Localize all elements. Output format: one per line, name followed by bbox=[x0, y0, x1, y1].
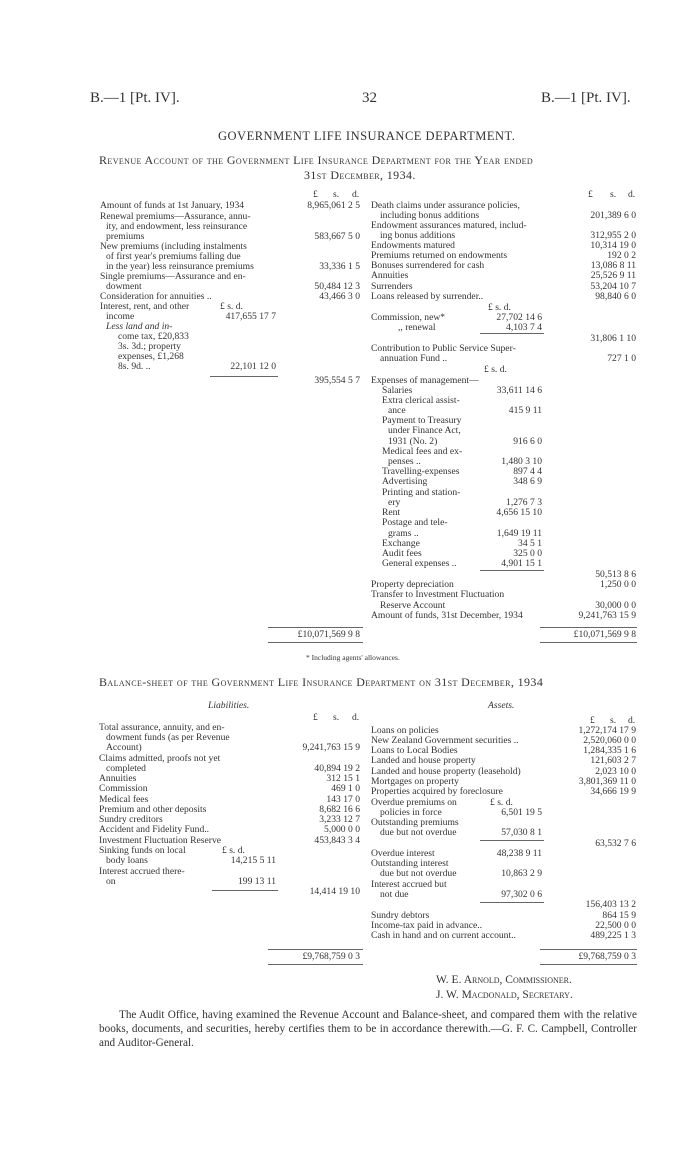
currency-pence: d. bbox=[628, 189, 636, 200]
liability-line: Account) bbox=[106, 742, 142, 753]
liability-line: Sundry creditors bbox=[99, 814, 163, 825]
liability-amount: 8,682 16 6 bbox=[319, 804, 360, 815]
expenditure-amount: 30,000 0 0 bbox=[595, 600, 636, 611]
expenditure-amount: 25,526 9 11 bbox=[590, 270, 636, 281]
exp-sub-amount: 348 6 9 bbox=[513, 476, 542, 487]
expenditure-line: grams .. bbox=[388, 528, 419, 539]
asset-line: Loans on policies bbox=[371, 725, 439, 736]
asset-line: Properties acquired by foreclosure bbox=[371, 786, 503, 797]
asset-sub-amount: 57,030 8 1 bbox=[501, 827, 542, 838]
income-line: Interest, rent, and other bbox=[100, 301, 190, 312]
asset-line: due but not overdue bbox=[380, 868, 457, 879]
expenditure-line: including bonus additions bbox=[380, 210, 480, 221]
asset-line: Sundry debtors bbox=[371, 910, 430, 921]
expenditure-line: annuation Fund .. bbox=[380, 353, 448, 364]
liability-line: Total assurance, annuity, and en- bbox=[99, 722, 225, 733]
liability-amount: 469 1 0 bbox=[331, 783, 360, 794]
expenditure-line: Advertising bbox=[382, 476, 428, 487]
currency-pence: d. bbox=[352, 189, 360, 200]
asset-line: Landed and house property (leasehold) bbox=[371, 766, 521, 777]
currency-shilling: s. bbox=[333, 189, 340, 200]
asset-amount: 1,284,335 1 6 bbox=[583, 745, 636, 756]
expenditure-line: ing bonus additions bbox=[380, 230, 456, 241]
income-line: premiums bbox=[106, 231, 145, 242]
asset-line: Outstanding interest bbox=[371, 858, 449, 869]
header-ref-right: B.—1 [Pt. IV]. bbox=[541, 90, 631, 106]
balance-heading: Balance-sheet of the Government Life Insurance Department on 31st December, 1934 bbox=[99, 675, 544, 689]
expenditure-line: Amount of funds, 31st December, 1934 bbox=[371, 610, 523, 621]
liability-line: Medical fees bbox=[99, 794, 149, 805]
asset-line: Mortgages on property bbox=[371, 776, 459, 787]
interest-sub-currency: £ s. d. bbox=[220, 301, 243, 312]
expenditure-line: Surrenders bbox=[371, 281, 413, 292]
exp-sub-amount: 1,480 3 10 bbox=[501, 456, 542, 467]
expenditure-amount: 9,241,763 15 9 bbox=[578, 610, 636, 621]
expenditure-line: Expenses of management— bbox=[371, 375, 479, 386]
liability-amount: 312 15 1 bbox=[326, 773, 360, 784]
header-ref-left: B.—1 [Pt. IV]. bbox=[90, 90, 180, 106]
liability-sub-currency: £ s. d. bbox=[222, 845, 245, 856]
exp-sub-amount: 1,276 7 3 bbox=[506, 497, 542, 508]
currency-pound: £ bbox=[313, 712, 318, 723]
expenditure-amount: 10,314 19 0 bbox=[590, 240, 636, 251]
sinking-fund-amount: 14,215 5 11 bbox=[230, 855, 276, 866]
asset-amount: 1,272,174 17 9 bbox=[578, 725, 636, 736]
signature-secretary: J. W. Macdonald, Secretary. bbox=[436, 989, 573, 1001]
income-line: 3s. 3d.; property bbox=[118, 341, 181, 352]
expenditure-line: under Finance Act, bbox=[388, 425, 461, 436]
expenditure-line: Postage and tele- bbox=[382, 517, 448, 528]
expenditure-line: Salaries bbox=[382, 385, 413, 396]
income-amount: 583,667 5 0 bbox=[314, 231, 360, 242]
liability-amount: 143 17 0 bbox=[326, 794, 360, 805]
audit-certificate: The Audit Office, having examined the Revenue Account and Balance-sheet, and compared them with the relative books, documents, and securities, hereby certifies them to be in accordance therewith.—G. F. C. Campbell, Controller and Auditor-General. bbox=[99, 1009, 637, 1049]
currency-pence: d. bbox=[628, 715, 636, 726]
expenditure-line: Bonuses surrendered for cash bbox=[371, 260, 485, 271]
currency-pound: £ bbox=[588, 189, 593, 200]
income-line: 8s. 9d. .. bbox=[118, 361, 151, 372]
liabilities-title: Liabilities. bbox=[208, 700, 250, 711]
asset-line: Interest accrued but bbox=[371, 879, 447, 890]
liability-line: dowment funds (as per Revenue bbox=[106, 732, 230, 743]
expenditure-line: Property depreciation bbox=[371, 579, 454, 590]
expenditure-line: Extra clerical assist- bbox=[382, 395, 460, 406]
currency-pence: d. bbox=[352, 712, 360, 723]
currency-shilling: s. bbox=[610, 189, 617, 200]
liability-line: on bbox=[106, 876, 116, 887]
liability-line: body loans bbox=[106, 855, 148, 866]
revenue-total-right: £10,071,569 9 8 bbox=[573, 629, 636, 640]
income-line: dowment bbox=[106, 281, 142, 292]
exp-sub-amount: 4,656 15 10 bbox=[496, 507, 542, 518]
liability-amount: 453,843 3 4 bbox=[314, 835, 360, 846]
liability-line: Accident and Fidelity Fund.. bbox=[99, 824, 210, 835]
expenditure-line: Payment to Treasury bbox=[382, 415, 462, 426]
expenditure-line: Premiums returned on endowments bbox=[371, 250, 508, 261]
asset-amount: 2,520,060 0 0 bbox=[583, 735, 636, 746]
liability-line: completed bbox=[106, 763, 146, 774]
asset-sub-amount: 48,238 9 11 bbox=[496, 848, 542, 859]
asset-amount: 121,603 2 7 bbox=[590, 755, 636, 766]
asset-line: Income-tax paid in advance.. bbox=[371, 920, 483, 931]
income-line: Less land and in- bbox=[106, 321, 173, 332]
expenditure-line: Endowments matured bbox=[371, 240, 455, 251]
revenue-total-left: £10,071,569 9 8 bbox=[297, 629, 360, 640]
income-line: Consideration for annuities .. bbox=[100, 291, 212, 302]
assets-title: Assets. bbox=[488, 700, 515, 711]
liability-line: Investment Fluctuation Reserve bbox=[99, 835, 222, 846]
expenditure-amount: 53,204 10 7 bbox=[590, 281, 636, 292]
liability-line: Commission bbox=[99, 783, 148, 794]
income-line: Amount of funds at 1st January, 1934 bbox=[100, 200, 245, 211]
asset-line: due but not overdue bbox=[380, 827, 457, 838]
asset-line: New Zealand Government securities .. bbox=[371, 735, 519, 746]
liability-amount: 40,894 19 2 bbox=[314, 763, 360, 774]
income-line: expenses, £1,268 bbox=[118, 351, 184, 362]
page-title: GOVERNMENT LIFE INSURANCE DEPARTMENT. bbox=[218, 129, 516, 143]
exp-sub-currency: £ s. d. bbox=[488, 302, 511, 313]
liability-line: Annuities bbox=[99, 773, 137, 784]
interest-less-amount: 22,101 12 0 bbox=[230, 361, 276, 372]
footnote: * Including agents' allowances. bbox=[306, 653, 400, 662]
expenditure-line: Contribution to Public Service Super- bbox=[371, 343, 516, 354]
expenditure-line: General expenses .. bbox=[382, 558, 457, 569]
expenditure-line: Travelling-expenses bbox=[382, 466, 460, 477]
expenditure-line: Reserve Account bbox=[380, 600, 446, 611]
expenditure-line: Rent bbox=[382, 507, 401, 518]
expenditure-line: Exchange bbox=[382, 538, 420, 549]
currency-pound: £ bbox=[590, 715, 595, 726]
expenditure-amount: 312,955 2 0 bbox=[590, 230, 636, 241]
expenditure-line: Printing and station- bbox=[382, 487, 461, 498]
asset-line: Outstanding premiums bbox=[371, 817, 459, 828]
currency-shilling: s. bbox=[333, 712, 340, 723]
expenditure-line: Death claims under assurance policies, bbox=[371, 200, 520, 211]
expenditure-line: ance bbox=[388, 405, 406, 416]
income-line: income bbox=[106, 311, 135, 322]
asset-amount: 3,801,369 11 0 bbox=[578, 776, 636, 787]
balance-total-left: £9,768,759 0 3 bbox=[302, 951, 360, 962]
expenditure-amount: 1,250 0 0 bbox=[600, 579, 636, 590]
expenditure-amount: 31,806 1 10 bbox=[590, 333, 636, 344]
asset-sub-amount: 6,501 19 5 bbox=[501, 807, 542, 818]
exp-sub-amount: 33,611 14 6 bbox=[496, 385, 542, 396]
expenditure-line: Loans released by surrender.. bbox=[371, 291, 484, 302]
exp-sub-amount: 1,649 19 11 bbox=[496, 528, 542, 539]
signature-commissioner: W. E. Arnold, Commissioner. bbox=[436, 974, 572, 986]
exp-sub-amount: 4,103 7 4 bbox=[506, 322, 542, 333]
liability-line: Interest accrued there- bbox=[99, 866, 185, 877]
liability-amount: 5,000 0 0 bbox=[324, 824, 360, 835]
exp-sub-amount: 34 5 1 bbox=[518, 538, 542, 549]
expenditure-line: 1931 (No. 2) bbox=[388, 436, 438, 447]
income-line: come tax, £20,833 bbox=[118, 331, 189, 342]
income-line: Single premiums—Assurance and en- bbox=[100, 271, 246, 282]
expenditure-amount: 50,513 8 6 bbox=[595, 569, 636, 580]
asset-amount: 489,225 1 3 bbox=[590, 930, 636, 941]
exp-sub-amount: 897 4 4 bbox=[513, 466, 542, 477]
income-amount: 8,965,061 2 5 bbox=[307, 200, 360, 211]
asset-amount: 22,500 0 0 bbox=[595, 920, 636, 931]
asset-line: policies in force bbox=[380, 807, 442, 818]
expenditure-amount: 192 0 2 bbox=[607, 250, 636, 261]
income-line: in the year) less reinsurance premiums bbox=[106, 261, 254, 272]
expenditure-line: Endowment assurances matured, includ- bbox=[371, 220, 527, 231]
liability-line: Claims admitted, proofs not yet bbox=[99, 753, 221, 764]
exp-sub-amount: 27,702 14 6 bbox=[496, 312, 542, 323]
expenditure-line: Annuities bbox=[371, 270, 409, 281]
page-number: 32 bbox=[362, 90, 377, 106]
asset-sub-currency: £ s. d. bbox=[490, 797, 513, 808]
expenditure-line: Commission, new* bbox=[371, 312, 446, 323]
income-line: of first year's premiums falling due bbox=[106, 251, 241, 262]
currency-shilling: s. bbox=[610, 715, 617, 726]
exp-sub-amount: 4,901 15 1 bbox=[501, 558, 542, 569]
income-line: Renewal premiums—Assurance, annu- bbox=[100, 211, 251, 222]
expenditure-line: ery bbox=[388, 497, 401, 508]
balance-total-right: £9,768,759 0 3 bbox=[578, 951, 636, 962]
interest-income-amount: 417,655 17 7 bbox=[225, 311, 276, 322]
asset-sub-amount: 97,302 0 6 bbox=[501, 889, 542, 900]
asset-line: Landed and house property bbox=[371, 755, 476, 766]
asset-line: not due bbox=[380, 889, 409, 900]
expenditure-line: Medical fees and ex- bbox=[382, 446, 463, 457]
expenditure-line: Audit fees bbox=[382, 548, 422, 559]
asset-amount: 63,532 7 6 bbox=[595, 838, 636, 849]
exp-sub-currency: £ s. d. bbox=[484, 364, 507, 375]
expenditure-amount: 13,086 8 11 bbox=[590, 260, 636, 271]
income-amount: 50,484 12 3 bbox=[314, 281, 360, 292]
expenditure-line: ,, renewal bbox=[398, 322, 436, 333]
asset-line: Cash in hand and on current account.. bbox=[371, 930, 516, 941]
asset-amount: 34,666 19 9 bbox=[590, 786, 636, 797]
income-amount: 395,554 5 7 bbox=[314, 375, 360, 386]
income-amount: 43,466 3 0 bbox=[319, 291, 360, 302]
exp-sub-amount: 325 0 0 bbox=[513, 548, 542, 559]
income-line: ity, and endowment, less reinsurance bbox=[106, 221, 248, 232]
asset-line: Overdue interest bbox=[371, 848, 435, 859]
asset-sub-amount: 10,863 2 9 bbox=[501, 868, 542, 879]
expenditure-amount: 201,389 6 0 bbox=[590, 210, 636, 221]
exp-sub-amount: 415 9 11 bbox=[508, 405, 542, 416]
revenue-heading-date: 31st December, 1934. bbox=[304, 168, 416, 182]
interest-accrued-amount: 199 13 11 bbox=[237, 876, 276, 887]
liability-line: Premium and other deposits bbox=[99, 804, 207, 815]
liability-amount: 9,241,763 15 9 bbox=[302, 742, 360, 753]
exp-sub-amount: 916 6 0 bbox=[513, 436, 542, 447]
expenditure-line: Transfer to Investment Fluctuation bbox=[371, 589, 505, 600]
liability-line: Sinking funds on local bbox=[99, 845, 186, 856]
asset-amount: 2,023 10 0 bbox=[595, 766, 636, 777]
currency-pound: £ bbox=[313, 189, 318, 200]
liability-amount: 14,414 19 10 bbox=[309, 886, 360, 897]
income-amount: 33,336 1 5 bbox=[319, 261, 360, 272]
income-line: New premiums (including instalments bbox=[100, 241, 247, 252]
asset-line: Loans to Local Bodies bbox=[371, 745, 458, 756]
liability-amount: 3,233 12 7 bbox=[319, 814, 360, 825]
asset-line: Overdue premiums on bbox=[371, 797, 457, 808]
revenue-heading: Revenue Account of the Government Life Insurance Department for the Year ended bbox=[99, 153, 534, 167]
expenditure-amount: 98,840 6 0 bbox=[595, 291, 636, 302]
asset-amount: 864 15 9 bbox=[602, 910, 636, 921]
expenditure-amount: 727 1 0 bbox=[607, 353, 636, 364]
asset-amount: 156,403 13 2 bbox=[585, 899, 636, 910]
expenditure-line: penses .. bbox=[388, 456, 421, 467]
